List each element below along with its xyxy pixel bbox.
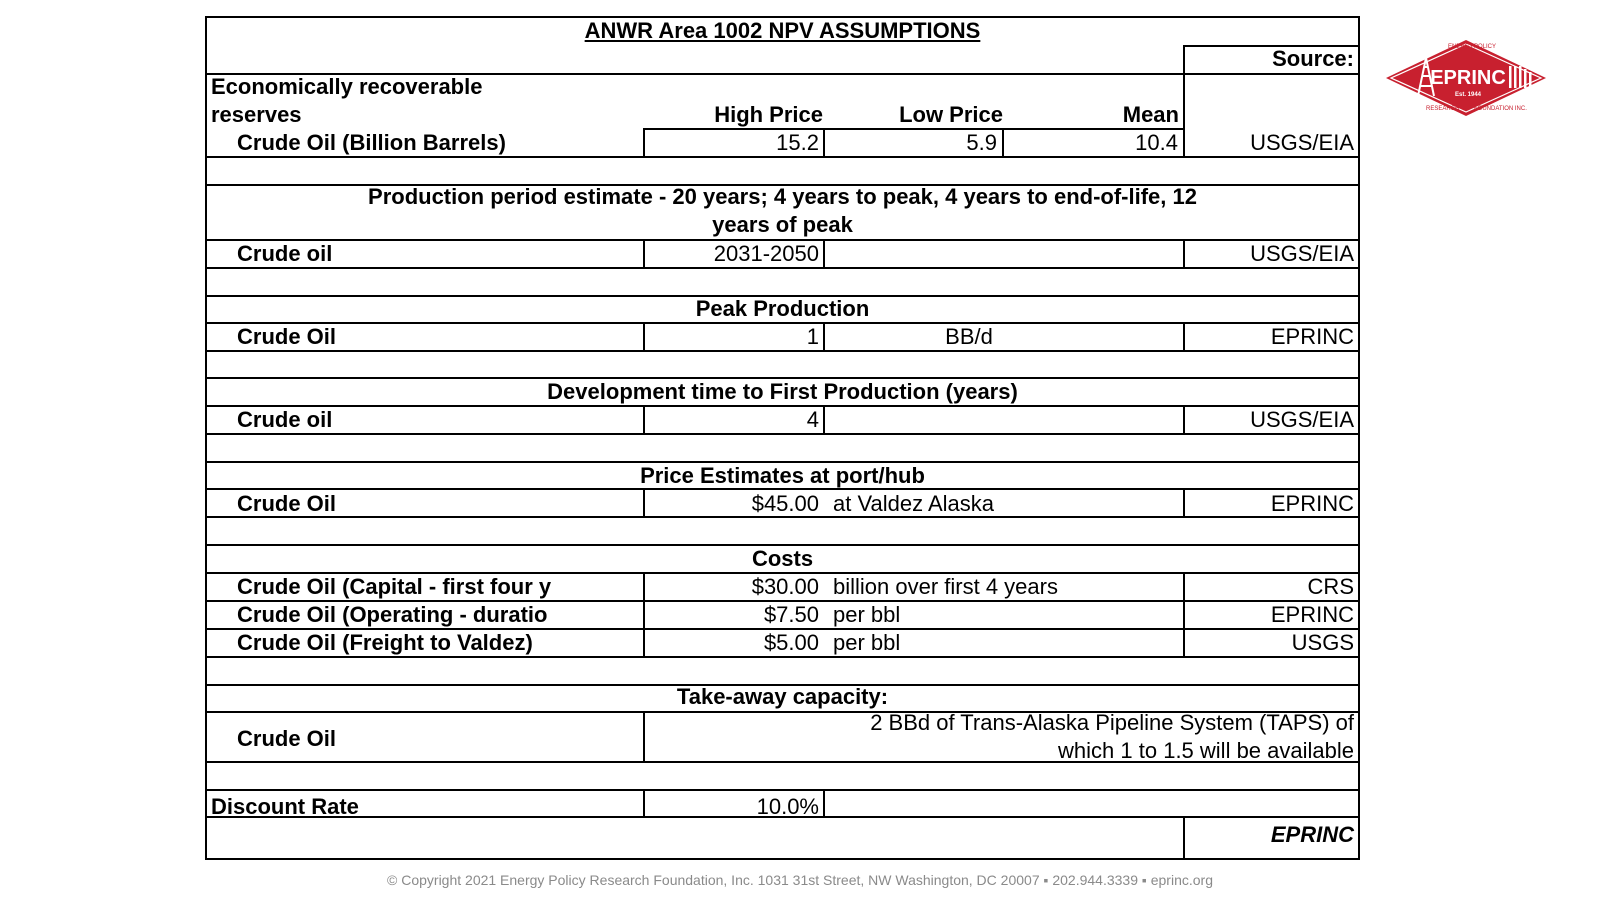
- svg-text:Est. 1944: Est. 1944: [1454, 92, 1482, 98]
- rule: [643, 711, 645, 762]
- source-header: Source:: [1272, 46, 1354, 71]
- rule: [207, 761, 1358, 763]
- rule: [1183, 239, 1185, 268]
- copyright-footer: © Copyright 2021 Energy Policy Research Foundation, Inc. 1031 31st Street, NW Washington, DC 20007 ▪ 202.944.3339 ▪ eprinc.org: [387, 872, 1213, 888]
- rule: [207, 267, 1358, 269]
- rule: [207, 73, 1358, 75]
- col-high-price: High Price: [714, 102, 823, 127]
- costs-heading: Costs: [751, 546, 814, 571]
- cost-freight-note: per bbl: [833, 630, 901, 655]
- rule: [1002, 128, 1004, 157]
- rule: [1183, 572, 1185, 657]
- svg-text:RESEARCH: RESEARCH: [1426, 106, 1460, 112]
- rule: [207, 433, 1358, 435]
- rule: [823, 789, 825, 817]
- peak-production-source: EPRINC: [1270, 324, 1354, 349]
- development-time-source: USGS/EIA: [1250, 407, 1354, 432]
- rule: [207, 322, 1358, 324]
- table-footer-source: EPRINC: [1270, 822, 1354, 847]
- price-estimates-source: EPRINC: [1270, 491, 1354, 516]
- reserves-low: 5.9: [966, 130, 997, 155]
- rule: [207, 405, 1358, 407]
- rule: [823, 322, 825, 351]
- rule: [643, 789, 645, 817]
- development-time-heading: Development time to First Production (years): [547, 379, 1018, 404]
- takeaway-line2: which 1 to 1.5 will be available: [1058, 738, 1354, 763]
- col-mean: Mean: [1122, 102, 1179, 127]
- takeaway-line1: 2 BBd of Trans-Alaska Pipeline System (TAPS) of: [870, 710, 1354, 735]
- eprinc-logo: [1378, 36, 1554, 120]
- rule: [823, 128, 825, 157]
- rule: [207, 184, 1358, 186]
- peak-production-value: 1: [806, 324, 819, 349]
- rule: [643, 405, 645, 434]
- reserves-source: USGS/EIA: [1250, 130, 1354, 155]
- svg-text:POLICY: POLICY: [1474, 44, 1497, 50]
- rule: [207, 516, 1358, 518]
- cost-capital-value: $30.00: [751, 574, 819, 599]
- reserves-label-line2: reserves: [211, 102, 302, 127]
- price-estimates-value: $45.00: [751, 491, 819, 516]
- rule: [207, 350, 1358, 352]
- reserves-mean: 10.4: [1135, 130, 1178, 155]
- production-period-value: 2031-2050: [713, 241, 819, 266]
- rule: [643, 572, 645, 657]
- discount-rate-label: Discount Rate: [211, 794, 359, 819]
- rule: [207, 544, 1358, 546]
- rule: [643, 128, 1183, 130]
- production-period-row-label: Crude oil: [237, 241, 333, 266]
- rule: [1183, 488, 1185, 517]
- rule: [207, 572, 1358, 574]
- rule: [823, 239, 825, 268]
- reserves-high: 15.2: [776, 130, 819, 155]
- peak-production-unit: BB/d: [945, 324, 993, 349]
- cost-freight-value: $5.00: [763, 630, 819, 655]
- cost-freight-label: Crude Oil (Freight to Valdez): [237, 630, 533, 655]
- rule: [1183, 405, 1185, 434]
- peak-production-heading: Peak Production: [695, 296, 870, 321]
- rule: [643, 128, 645, 157]
- production-period-source: USGS/EIA: [1250, 241, 1354, 266]
- svg-text:FOUNDATION INC.: FOUNDATION INC.: [1474, 106, 1527, 112]
- rule: [207, 600, 1358, 602]
- cost-capital-label: Crude Oil (Capital - first four y: [237, 574, 552, 599]
- rule: [1183, 45, 1185, 157]
- rule: [1183, 322, 1185, 351]
- rule: [207, 156, 1358, 158]
- takeaway-row-label: Crude Oil: [237, 726, 337, 751]
- cost-operating-source: EPRINC: [1270, 602, 1354, 627]
- rule: [207, 377, 1358, 379]
- svg-text:ENERGY: ENERGY: [1448, 44, 1474, 50]
- eprinc-logo-mark: [1378, 36, 1554, 120]
- col-low-price: Low Price: [899, 102, 1003, 127]
- rule: [207, 461, 1358, 463]
- rule: [643, 488, 645, 517]
- reserves-row-label: Crude Oil (Billion Barrels): [237, 130, 506, 155]
- price-estimates-heading: Price Estimates at port/hub: [640, 463, 925, 488]
- reserves-label-line1: Economically recoverable: [211, 74, 483, 99]
- rule: [1183, 816, 1185, 858]
- development-time-value: 4: [806, 407, 819, 432]
- rule: [207, 711, 1358, 713]
- cost-freight-source: USGS: [1291, 630, 1354, 655]
- production-period-heading-2: years of peak: [712, 212, 853, 237]
- rule: [207, 295, 1358, 297]
- price-estimates-note: at Valdez Alaska: [833, 491, 995, 516]
- rule: [207, 656, 1358, 658]
- rule: [823, 405, 825, 434]
- price-estimates-row-label: Crude Oil: [237, 491, 337, 516]
- rule: [207, 628, 1358, 630]
- rule: [207, 684, 1358, 686]
- rule: [207, 816, 1358, 818]
- rule: [207, 789, 1358, 791]
- rule: [643, 239, 645, 268]
- production-period-heading-1: Production period estimate - 20 years; 4 years to peak, 4 years to end-of-life, 12: [368, 184, 1197, 209]
- cost-capital-source: CRS: [1307, 574, 1354, 599]
- cost-operating-label: Crude Oil (Operating - duratio: [237, 602, 548, 627]
- table-title: ANWR Area 1002 NPV ASSUMPTIONS: [584, 18, 981, 43]
- assumptions-table: [205, 16, 1360, 860]
- rule: [643, 322, 645, 351]
- takeaway-heading: Take-away capacity:: [676, 684, 889, 709]
- discount-rate-value: 10.0%: [756, 794, 819, 819]
- cost-operating-value: $7.50: [763, 602, 819, 627]
- cost-capital-note: billion over first 4 years: [833, 574, 1058, 599]
- peak-production-row-label: Crude Oil: [237, 324, 337, 349]
- rule: [207, 488, 1358, 490]
- rule: [1183, 45, 1358, 47]
- svg-text:EPRINC: EPRINC: [1430, 67, 1506, 89]
- development-time-row-label: Crude oil: [237, 407, 333, 432]
- cost-operating-note: per bbl: [833, 602, 901, 627]
- rule: [207, 239, 1358, 241]
